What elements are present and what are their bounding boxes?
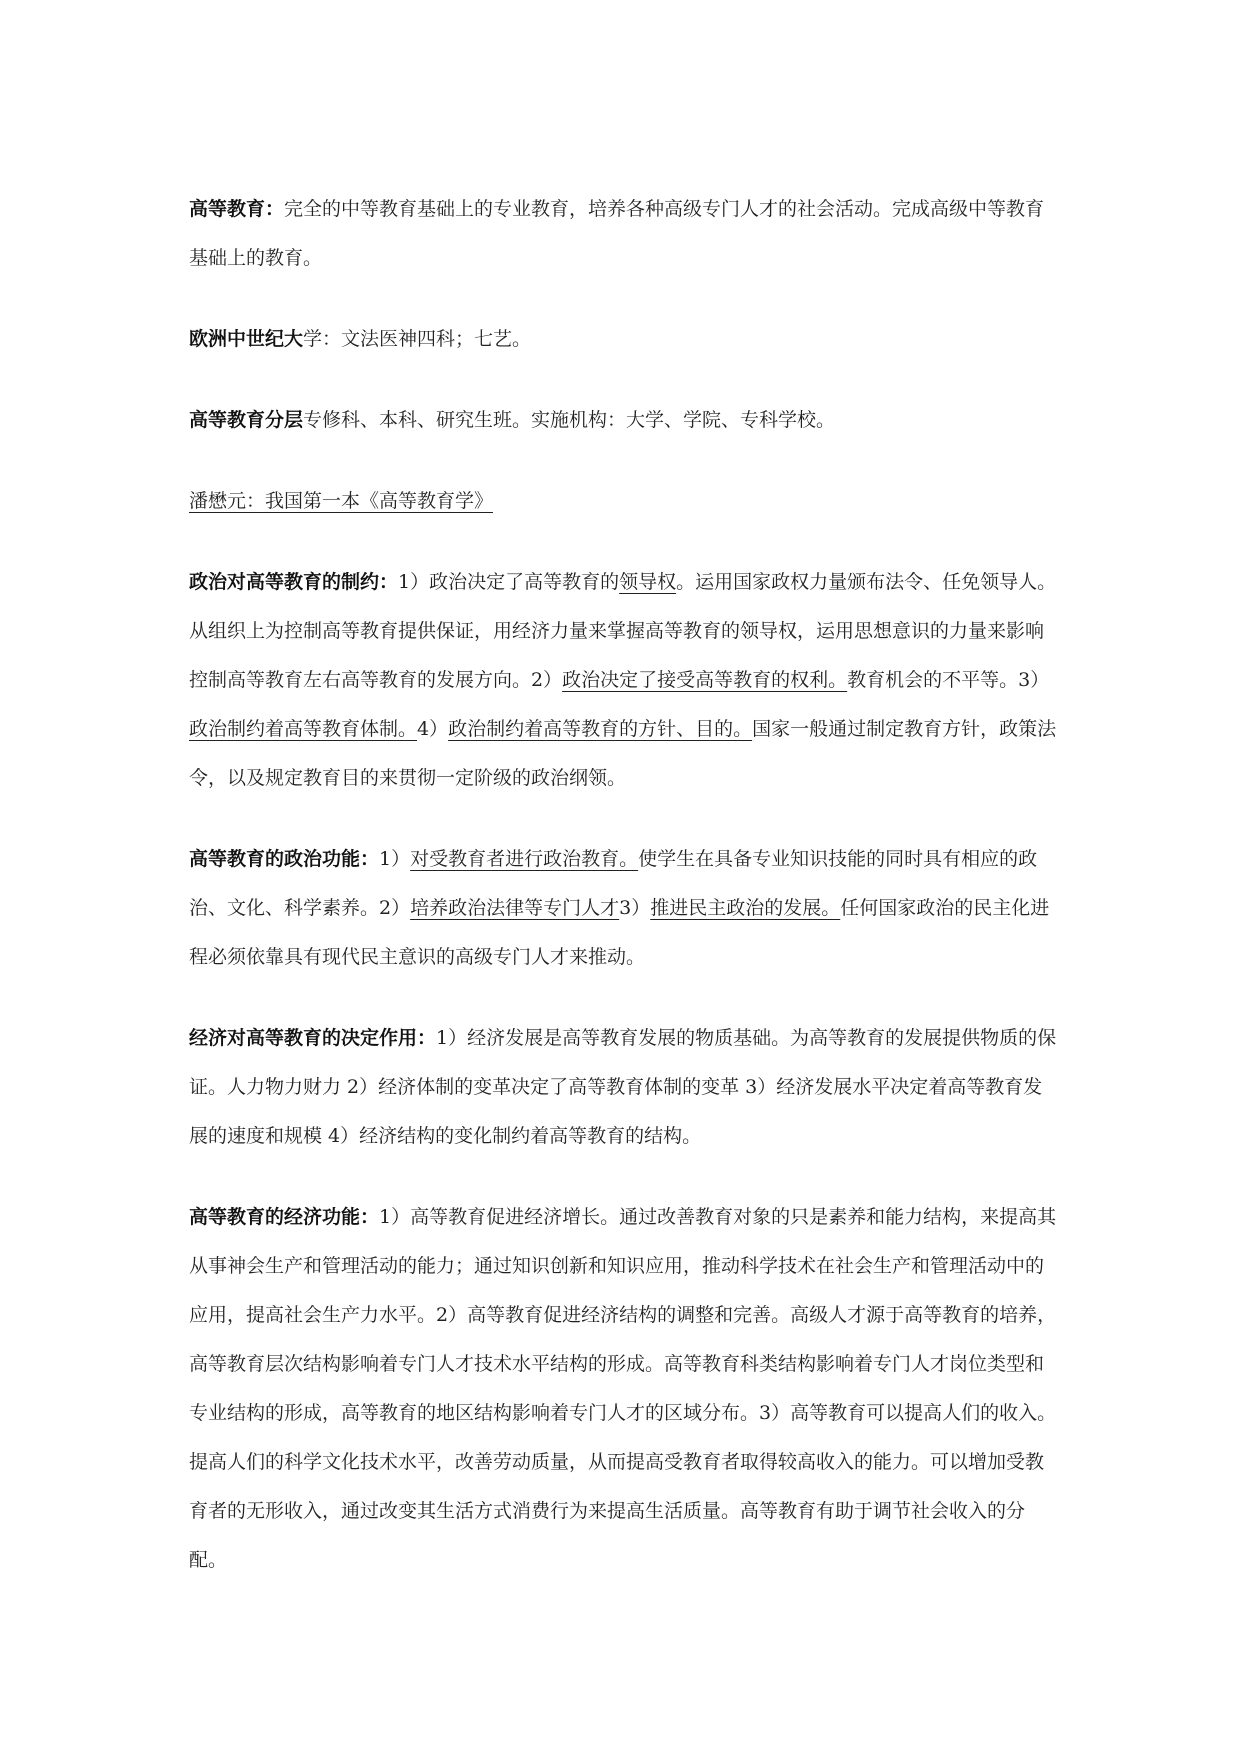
para-medieval-university	[189, 315, 1059, 364]
underlined-text: 政治制约着高等教育体制。	[189, 718, 418, 740]
underlined-text: 对受教育者进行政治教育。	[410, 848, 639, 870]
term-heading: 政治对高等教育的制约：	[189, 571, 399, 593]
term-heading: 高等教育的政治功能：	[189, 848, 380, 870]
underlined-text: 领导权	[619, 571, 677, 593]
para-economy-determining-role	[189, 1014, 1059, 1161]
body-text: 学：文法医神四科；七艺。	[303, 328, 532, 350]
underlined-text: 培养政治法律等专门人才	[410, 897, 620, 919]
body-text: 1）经济发展是高等教育发展的物质基础。为高等教育的发展提供物质的保证。人力物力财力 2）经济体制的变革决定了高等教育体制的变革 3）经济发展水平决定着高等教育发展的速度和规模 4）经济结构的变化制约着高等教育的结构。	[189, 1027, 1057, 1147]
underlined-text: 推进民主政治的发展。	[650, 897, 841, 919]
body-text: 任何国家政治的民主化进程必须依靠具有现代民主意识的高级专门人才来推动。	[189, 897, 1050, 968]
term-heading: 经济对高等教育的决定作用：	[189, 1027, 437, 1049]
term-heading: 高等教育：	[189, 198, 285, 220]
body-text: 3）	[619, 897, 651, 919]
body-text: 1）高等教育促进经济增长。通过改善教育对象的只是素养和能力结构，来提高其从事神会生产和管理活动的能力；通过知识创新和知识应用，推动科学技术在社会生产和管理活动中的应用，提高社会生产力水平。2）高等教育促进经济结构的调整和完善。高级人才源于高等教育的培养，高等教育层次结构影响着专门人才技术水平结构的形成。高等教育科类结构影响着专门人才岗位类型和专业结构的形成，高等教育的地区结构影响着专门人才的区域分布。3）高等教育可以提高人们的收入。提高人们的科学文化技术水平，改善劳动质量，从而提高受教育者取得较高收入的能力。可以增加受教育者的无形收入，通过改变其生活方式消费行为来提高生活质量。高等教育有助于调节社会收入的分配。	[189, 1206, 1057, 1571]
body-text: 完全的中等教育基础上的专业教育，培养各种高级专门人才的社会活动。完成高级中等教育基础上的教育。	[189, 198, 1045, 269]
underlined-text: 潘懋元：我国第一本《高等教育学》	[189, 490, 494, 512]
body-text: 。运用国家政权力量颁布法令、任免领导人。从组织上为控制高等教育提供保证，用经济力量来掌握高等教育的领导权，运用思想意识的力量来影响控制高等教育左右高等教育的发展方向。2）	[189, 571, 1057, 691]
para-pan-maoyuan	[189, 477, 1059, 526]
underlined-text: 政治决定了接受高等教育的权利。	[562, 669, 848, 691]
para-political-functions	[189, 835, 1059, 982]
body-text: 教育机会的不平等。3）	[847, 669, 1050, 691]
body-text: 使学生在具备专业知识技能的同时具有相应的政治、文化、科学素养。2）	[189, 848, 1038, 919]
para-higher-education-definition	[189, 185, 1059, 283]
para-higher-education-levels	[189, 396, 1059, 445]
para-economic-functions	[189, 1193, 1059, 1585]
body-text: 4）	[417, 718, 449, 740]
underlined-text: 政治制约着高等教育的方针、目的。	[448, 718, 753, 740]
body-text: 专修科、本科、研究生班。实施机构：大学、学院、专科学校。	[303, 409, 836, 431]
term-heading: 高等教育的经济功能：	[189, 1206, 380, 1228]
body-text: 国家一般通过制定教育方针，政策法令，以及规定教育目的来贯彻一定阶级的政治纲领。	[189, 718, 1057, 789]
term-heading: 高等教育分层	[189, 409, 304, 431]
term-heading: 欧洲中世纪大	[189, 328, 304, 350]
para-politics-constraints	[189, 558, 1059, 803]
document-body	[189, 185, 1059, 1617]
body-text: 1）	[379, 848, 411, 870]
body-text: 1）政治决定了高等教育的	[398, 571, 620, 593]
